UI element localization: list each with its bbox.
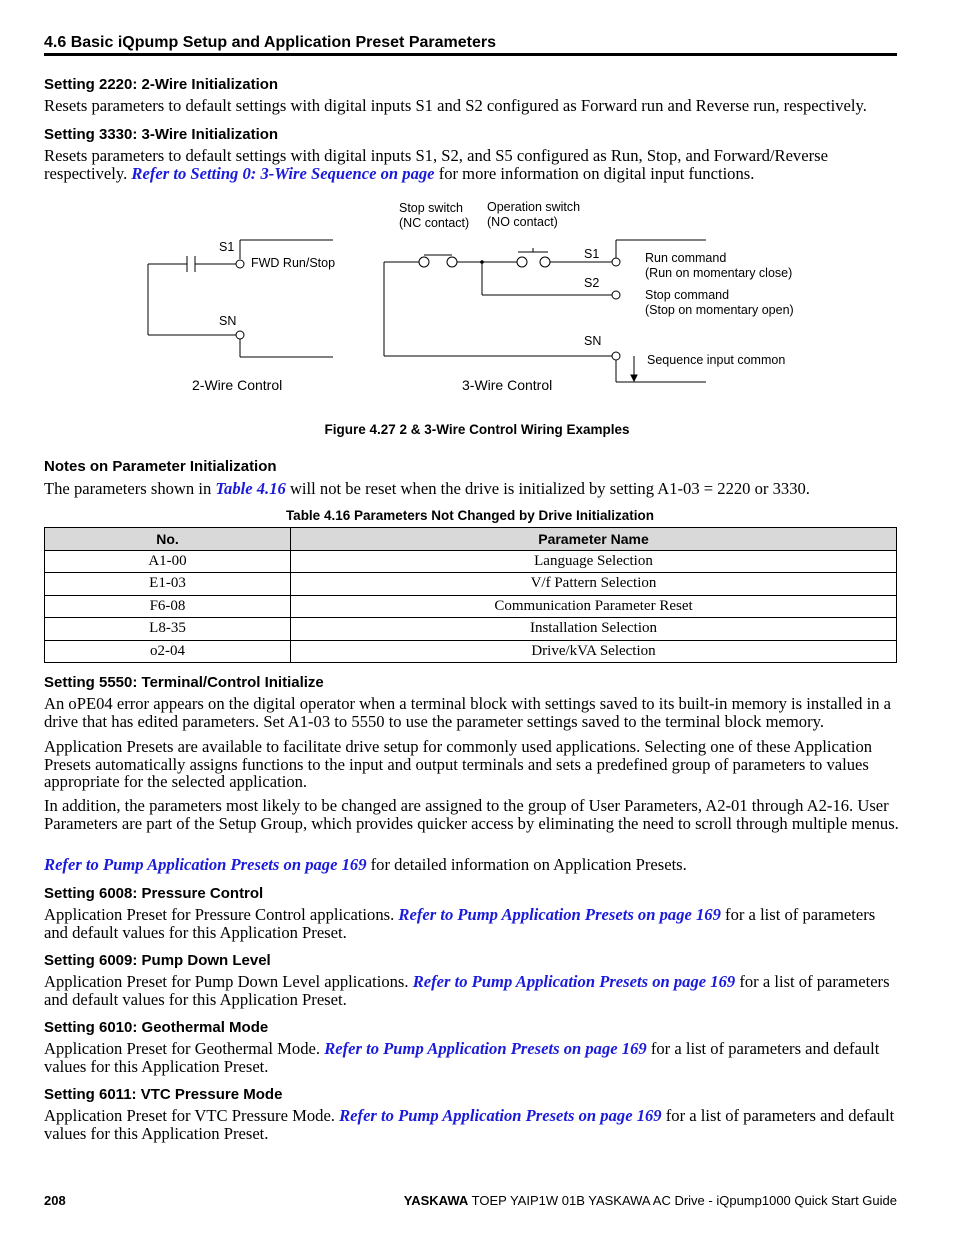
heading-5550: Setting 5550: Terminal/Control Initialize (44, 674, 324, 691)
wiring-diagram (0, 190, 954, 420)
body-5550: An oPE04 error appears on the digital operator when a terminal block with settings saved to its built-in memory is installed in a drive that has edited parameters. Set A1-03 to 5550 to use the parameter settings saved to the terminal block memory. (44, 694, 892, 731)
link-pump-presets-6008[interactable]: Refer to Pump Application Presets on page 169 (398, 905, 721, 924)
body-3330-text: Resets parameters to default settings with digital inputs S1, S2, and S5 configured as Run, Stop, and Forward/Reverse respectively. (44, 146, 828, 183)
heading-notes: Notes on Parameter Initialization (44, 458, 277, 475)
heading-6009: Setting 6009: Pump Down Level (44, 952, 271, 969)
stop-switch-label-1: Stop switch (399, 201, 463, 215)
cell-name: V/f Pattern Selection (291, 573, 897, 596)
page-number: 208 (44, 1193, 66, 1208)
three-wire-s2-label: S2 (584, 276, 600, 290)
notes-post: will not be reset when the drive is initialized by setting A1-03 = 2220 or 3330. (285, 479, 810, 498)
parameters-table (44, 527, 897, 663)
body-6009 (44, 973, 900, 1008)
table-row (45, 640, 897, 663)
cell-no: L8-35 (45, 618, 291, 641)
two-wire-sn-label: SN (219, 314, 237, 328)
figure-caption: Figure 4.27 2 & 3-Wire Control Wiring Examples (324, 422, 630, 437)
three-wire-sn-label: SN (584, 334, 602, 348)
body-6011-post: for a list of parameters and default values for this Application Preset. (44, 1106, 895, 1143)
body-6010-pre: Application Preset for Geothermal Mode. (44, 1039, 325, 1058)
body-notes (44, 480, 900, 498)
table-row (45, 595, 897, 618)
heading-2220: Setting 2220: 2-Wire Initialization (44, 76, 279, 93)
cell-no: o2-04 (45, 640, 291, 663)
link-pump-presets-6011[interactable]: Refer to Pump Application Presets on page 169 (339, 1106, 662, 1125)
refer-post: for detailed information on Application Presets. (366, 855, 687, 874)
table-row (45, 550, 897, 573)
body-6011-pre: Application Preset for VTC Pressure Mode. (44, 1106, 340, 1125)
table-header-row (45, 528, 897, 551)
link-pump-presets[interactable]: Refer to Pump Application Presets on page 169 (44, 855, 367, 874)
section-title: 4.6 Basic iQpump Setup and Application Preset Parameters (44, 34, 496, 51)
op-switch-label-1: Operation switch (487, 200, 581, 214)
link-pump-presets-6010[interactable]: Refer to Pump Application Presets on page 169 (324, 1039, 647, 1058)
link-table-4-16[interactable]: Table 4.16 (215, 479, 286, 498)
heading-6011: Setting 6011: VTC Pressure Mode (44, 1086, 283, 1103)
table-row (45, 618, 897, 641)
stop-switch-label-2: (NC contact) (399, 216, 470, 230)
three-wire-title: 3-Wire Control (462, 377, 553, 393)
heading-3330: Setting 3330: 3-Wire Initialization (44, 126, 279, 143)
heading-6008: Setting 6008: Pressure Control (44, 885, 264, 902)
two-wire-fwd-label: FWD Run/Stop (251, 256, 336, 270)
op-switch-label-2: (NO contact) (487, 215, 558, 229)
cell-name: Installation Selection (291, 618, 897, 641)
body-6008-pre: Application Preset for Pressure Control applications. (44, 905, 399, 924)
col-header-no: No. (45, 528, 291, 551)
stop-command-label-1: Stop command (645, 288, 730, 302)
cell-name: Communication Parameter Reset (291, 595, 897, 618)
table-caption: Table 4.16 Parameters Not Changed by Drive Initialization (285, 508, 655, 523)
body-2220: Resets parameters to default settings with digital inputs S1 and S2 configured as Forward run and Reverse run, respectively. (44, 96, 867, 115)
body-6011 (44, 1107, 900, 1142)
cell-no: A1-00 (45, 550, 291, 573)
table-row (45, 573, 897, 596)
run-command-label-2: (Run on momentary close) (645, 266, 793, 280)
body-3330 (44, 147, 900, 182)
link-3wire-sequence[interactable]: Refer to Setting 0: 3-Wire Sequence on page (131, 163, 435, 183)
run-command-label-1: Run command (645, 251, 727, 265)
body-refer-presets (44, 856, 900, 874)
body-6008 (44, 906, 900, 941)
stop-command-label-2: (Stop on momentary open) (645, 303, 794, 317)
cell-name: Language Selection (291, 550, 897, 573)
sequence-common-label: Sequence input common (647, 353, 786, 367)
two-wire-s1-label: S1 (219, 240, 235, 254)
three-wire-s1-label: S1 (584, 247, 600, 261)
body-user-params: In addition, the parameters most likely to be changed are assigned to the group of User Parameters, A2-01 through A2-16. User Parameters are part of the Setup Group, which provides quicker access by eliminating the need to scroll through multiple menus. (44, 796, 899, 833)
notes-pre: The parameters shown in (44, 479, 216, 498)
footer-brand: YASKAWA (403, 1193, 469, 1208)
body-presets: Application Presets are available to facilitate drive setup for commonly used applications. Selecting one of these Application Presets automatically assigns functions to the input and output terminals and sets a predefined group of parameters to values appropriate for the selected application. (44, 737, 873, 791)
body-3330-post: for more information on digital input functions. (438, 163, 755, 183)
footer-doc (404, 1193, 897, 1208)
body-6008-post: for a list of parameters and default values for this Application Preset. (44, 905, 876, 942)
col-header-name: Parameter Name (291, 528, 897, 551)
cell-no: E1-03 (45, 573, 291, 596)
body-6010-post: for a list of parameters and default values for this Application Preset. (44, 1039, 880, 1076)
body-6009-pre: Application Preset for Pump Down Level applications. (44, 972, 413, 991)
junction-dot (480, 260, 484, 264)
footer-doc-title: TOEP YAIP1W 01B YASKAWA AC Drive - iQpump1000 Quick Start Guide (468, 1193, 897, 1208)
heading-6010: Setting 6010: Geothermal Mode (44, 1019, 269, 1036)
two-wire-title: 2-Wire Control (192, 377, 283, 393)
header-rule (44, 53, 897, 56)
body-6010 (44, 1040, 900, 1075)
body-6009-post: for a list of parameters and default values for this Application Preset. (44, 972, 890, 1009)
cell-name: Drive/kVA Selection (291, 640, 897, 663)
link-pump-presets-6009[interactable]: Refer to Pump Application Presets on page 169 (412, 972, 736, 991)
cell-no: F6-08 (45, 595, 291, 618)
